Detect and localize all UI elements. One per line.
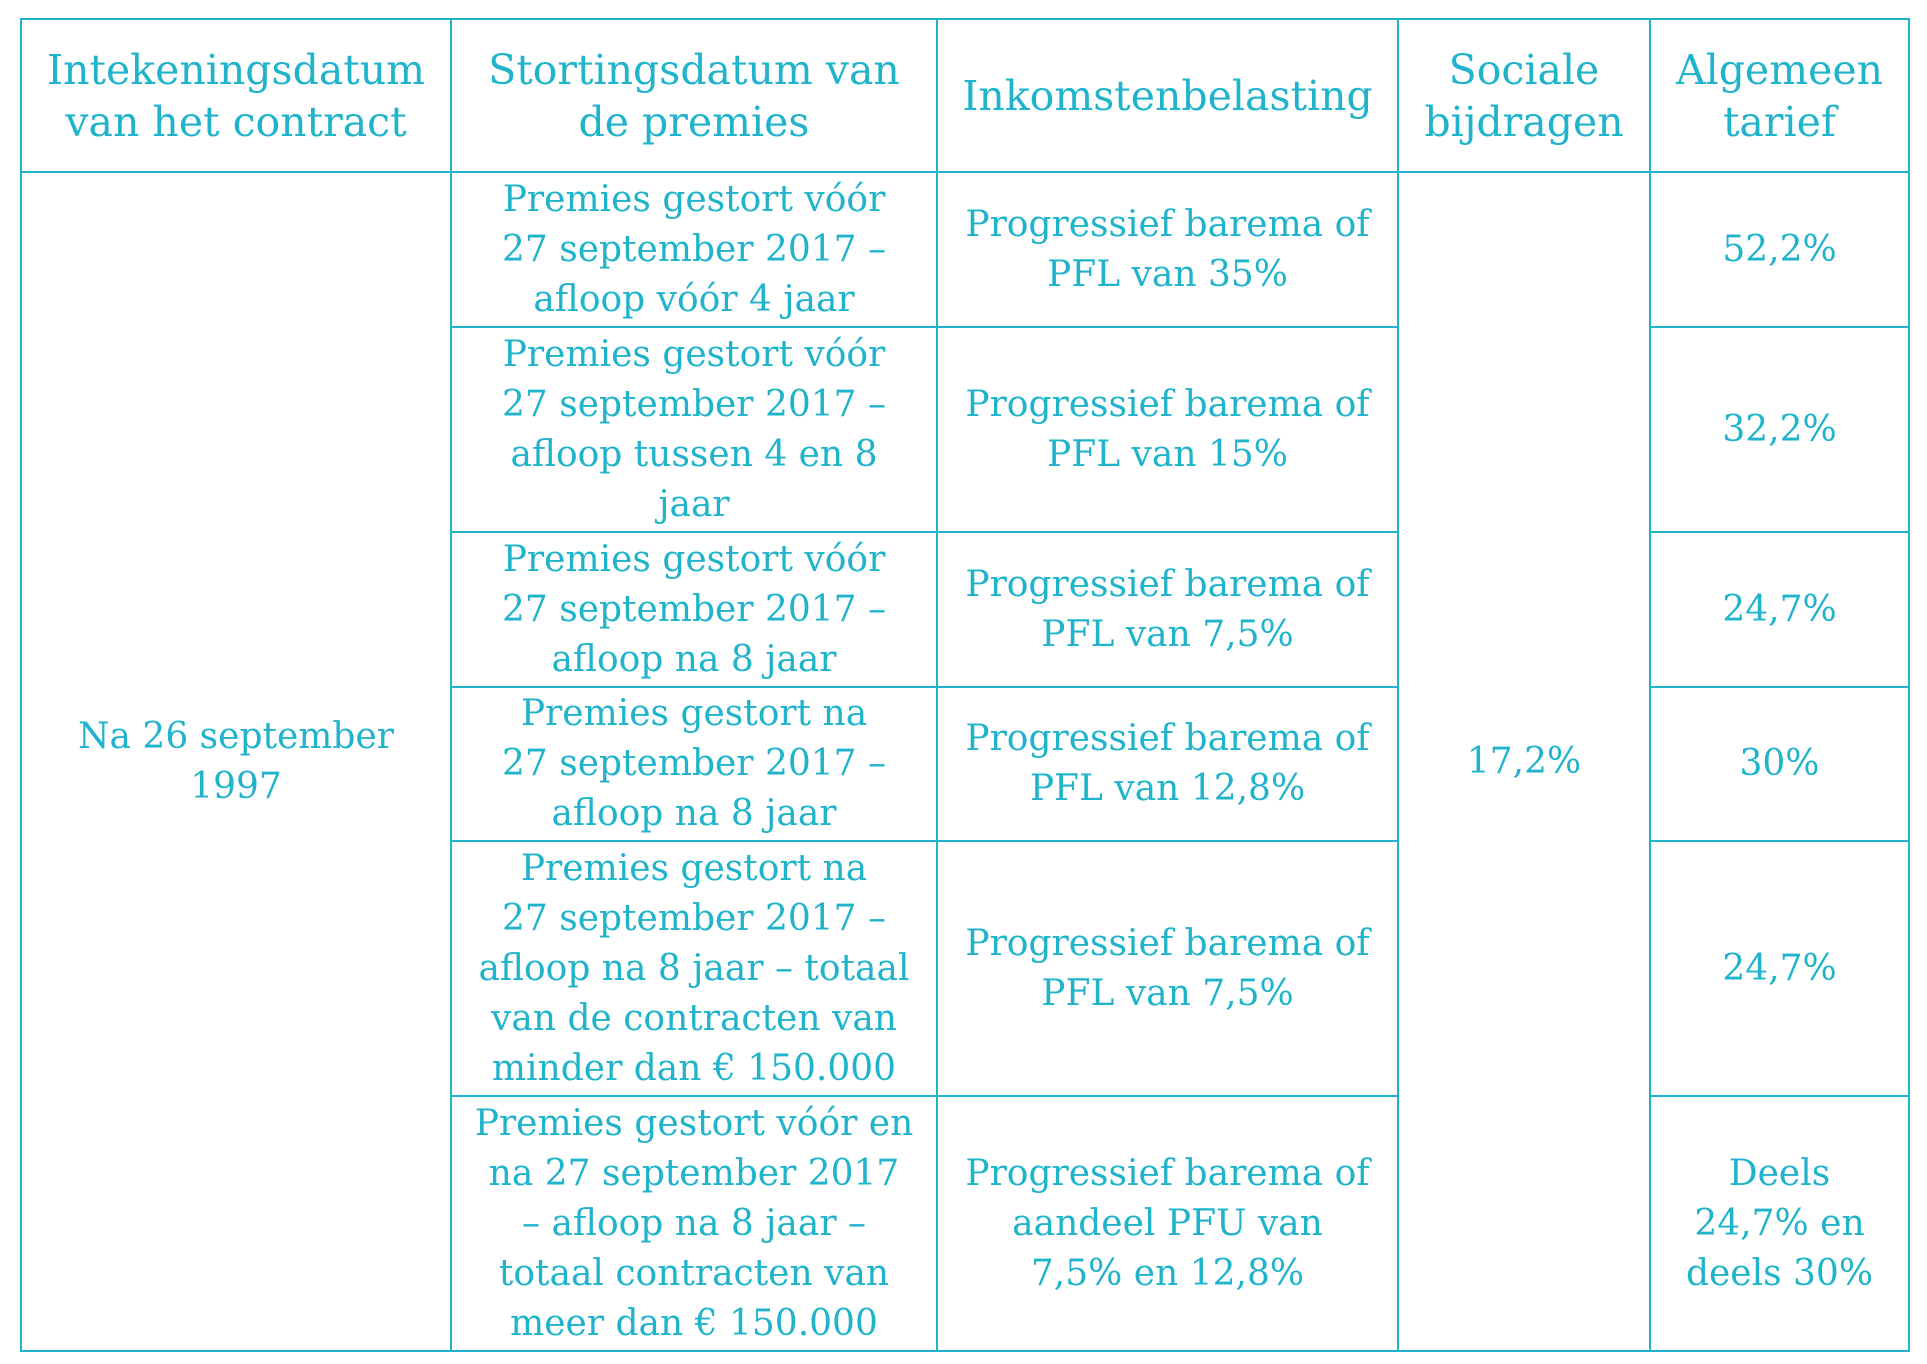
tax-table-container bbox=[20, 18, 1910, 1352]
cell-inkomstenbelasting: Progressief barema of PFL van 7,5% bbox=[937, 532, 1398, 687]
cell-stortingsdatum: Premies gestort vóór en na 27 september 2017 – afloop na 8 jaar – totaal contracten van meer dan € 150.000 bbox=[451, 1096, 937, 1351]
header-sociale-bijdragen: Sociale bijdragen bbox=[1398, 19, 1650, 172]
cell-inkomstenbelasting: Progressief barema of PFL van 7,5% bbox=[937, 841, 1398, 1096]
cell-inkomstenbelasting: Progressief barema of aandeel PFU van 7,5% en 12,8% bbox=[937, 1096, 1398, 1351]
cell-algemeen-tarief: 30% bbox=[1650, 687, 1909, 841]
cell-algemeen-tarief: 24,7% bbox=[1650, 532, 1909, 687]
cell-inkomstenbelasting: Progressief barema of PFL van 35% bbox=[937, 172, 1398, 327]
cell-inkomstenbelasting: Progressief barema of PFL van 12,8% bbox=[937, 687, 1398, 841]
cell-stortingsdatum: Premies gestort vóór 27 september 2017 – afloop tussen 4 en 8 jaar bbox=[451, 327, 937, 532]
header-inkomstenbelasting: Inkomstenbelasting bbox=[937, 19, 1398, 172]
cell-algemeen-tarief: Deels 24,7% en deels 30% bbox=[1650, 1096, 1909, 1351]
cell-stortingsdatum: Premies gestort vóór 27 september 2017 – afloop na 8 jaar bbox=[451, 532, 937, 687]
cell-stortingsdatum: Premies gestort na 27 september 2017 – afloop na 8 jaar – totaal van de contracten van minder dan € 150.000 bbox=[451, 841, 937, 1096]
table-row bbox=[21, 172, 1909, 327]
tax-table bbox=[20, 18, 1910, 1352]
cell-intekeningsdatum: Na 26 september 1997 bbox=[21, 172, 451, 1351]
header-algemeen-tarief: Algemeen tarief bbox=[1650, 19, 1909, 172]
cell-inkomstenbelasting: Progressief barema of PFL van 15% bbox=[937, 327, 1398, 532]
cell-algemeen-tarief: 24,7% bbox=[1650, 841, 1909, 1096]
cell-stortingsdatum: Premies gestort vóór 27 september 2017 – afloop vóór 4 jaar bbox=[451, 172, 937, 327]
cell-algemeen-tarief: 32,2% bbox=[1650, 327, 1909, 532]
cell-sociale-bijdragen: 17,2% bbox=[1398, 172, 1650, 1351]
header-intekeningsdatum: Intekeningsdatum van het contract bbox=[21, 19, 451, 172]
header-stortingsdatum: Stortingsdatum van de premies bbox=[451, 19, 937, 172]
cell-stortingsdatum: Premies gestort na 27 september 2017 – afloop na 8 jaar bbox=[451, 687, 937, 841]
cell-algemeen-tarief: 52,2% bbox=[1650, 172, 1909, 327]
header-row bbox=[21, 19, 1909, 172]
